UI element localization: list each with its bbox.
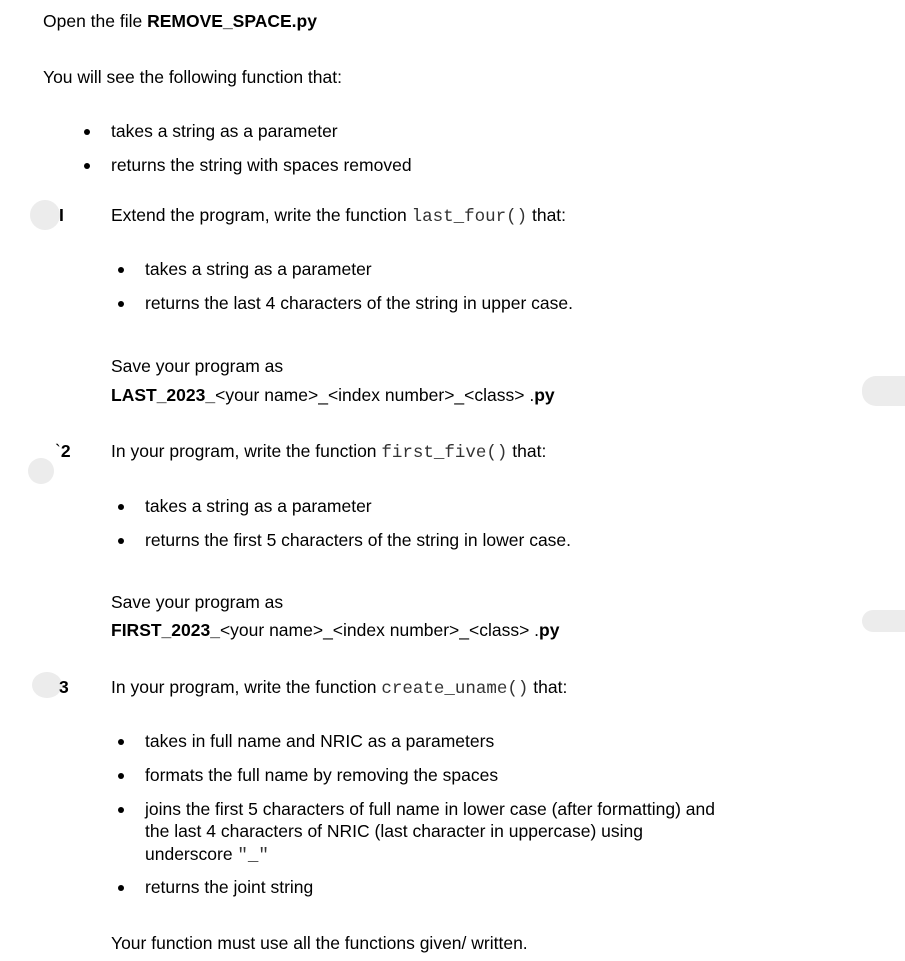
question-3-stem [111,677,567,699]
q3-bullet: joins the first 5 characters of full name in lower case (after formatting) and [145,799,715,819]
stem-prefix: Extend the program, write the function [111,205,412,225]
q2-bullet: returns the first 5 characters of the string in lower case. [145,530,572,550]
question-number: I [59,205,64,225]
q1-save-filename [111,385,555,406]
stem-suffix: that: [507,441,547,461]
save-middle: <your name>_<index number>_<class> . [215,385,535,405]
stem-prefix: In your program, write the function [111,677,382,697]
save-bold-prefix: LAST_2023_ [111,385,216,405]
q1-save-label: Save your program as [111,356,284,376]
q3-bullet: takes in full name and NRIC as a parameters [145,731,495,751]
stem-suffix: that: [528,677,568,697]
q3-bullet-continuation: the last 4 characters of NRIC (last character in uppercase) using [145,821,643,841]
function-name: first_five() [381,443,508,463]
q2-save-label: Save your program as [111,592,284,612]
question-1-stem [111,205,566,227]
q3-bullet: formats the full name by removing the spaces [145,765,499,785]
save-bold-prefix: FIRST_2023_ [111,620,220,640]
q3-bullet-continuation [145,844,269,866]
save-extension: py [539,620,560,640]
stem-prefix: In your program, write the function [111,441,382,461]
save-middle: <your name>_<index number>_<class> . [219,620,540,640]
q3-note: Your function must use all the functions given/ written. [111,933,528,953]
open-prefix: Open the file [43,11,148,31]
filename: REMOVE_SPACE.py [147,11,317,31]
q1-bullet: returns the last 4 characters of the string in upper case. [145,293,573,313]
q2-bullet: takes a string as a parameter [145,496,372,516]
question-number-text: 2 [60,441,71,461]
scan-artifact [862,610,905,632]
underscore-text: underscore [145,844,238,864]
q1-bullet: takes a string as a parameter [145,259,372,279]
scan-artifact [862,376,905,406]
function-name: create_uname() [381,679,529,699]
scan-artifact [28,458,54,484]
question-2-stem [111,441,546,463]
q3-bullet: returns the joint string [145,877,314,897]
underscore-literal: "_" [237,846,269,866]
intro-bullet: takes a string as a parameter [111,121,338,141]
question-number: `2 [55,441,71,461]
intro-bullet: returns the string with spaces removed [111,155,412,175]
scan-artifact [30,200,60,230]
stem-suffix: that: [527,205,567,225]
function-name: last_four() [411,207,528,227]
scan-artifact [32,672,62,698]
q2-save-filename [111,620,559,641]
intro-see-text: You will see the following function that: [43,67,342,87]
intro-open-line [43,11,317,32]
save-extension: py [534,385,555,405]
question-number: 3 [59,677,69,697]
